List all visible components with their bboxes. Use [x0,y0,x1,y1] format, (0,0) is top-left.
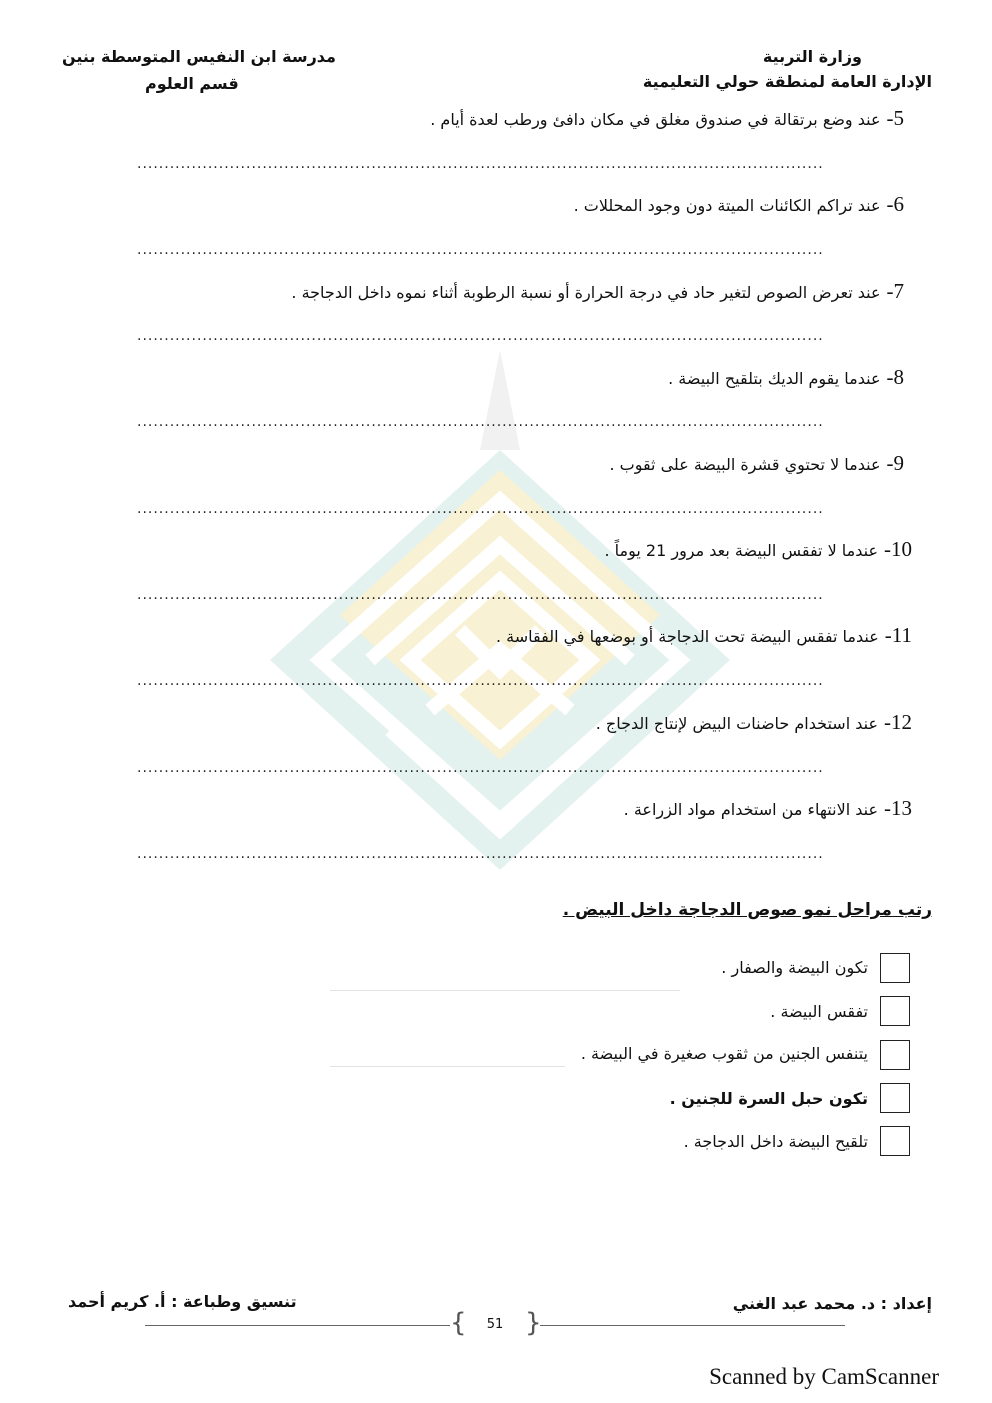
answer-line: .............................................................................................................................. [137,242,824,256]
answer-line: .............................................................................................................................. [137,156,824,170]
question-number: 7- [886,279,904,303]
school-name: مدرسة ابن النفيس المتوسطة بنين [62,47,336,66]
question-number: 13- [884,796,912,820]
question-7 [291,279,904,304]
question-8 [668,365,904,390]
question-text: عندما تفقس البيضة تحت الدجاجة أو بوضعها في الفقاسة . [495,627,879,646]
order-checkbox[interactable] [880,1126,910,1156]
question-10 [604,537,912,562]
question-number: 6- [886,192,904,216]
department-name: قسم العلوم [145,74,239,93]
answer-line: .............................................................................................................................. [137,846,824,860]
directorate-name: الإدارة العامة لمنطقة حولي التعليمية [642,72,932,91]
question-11 [496,623,912,648]
question-number: 10- [884,537,912,561]
question-number: 12- [884,710,912,734]
question-text: عندما لا تفقس البيضة بعد مرور 21 يوماً . [604,541,878,560]
prepared-by: إعداد : د. محمد عبد الغني [732,1294,932,1313]
answer-line: .............................................................................................................................. [137,414,824,428]
page-number-bracket-right: } [525,1308,542,1338]
question-number: 8- [886,365,904,389]
order-checkbox[interactable] [880,996,910,1026]
question-number: 5- [886,106,904,130]
question-number: 11- [884,623,912,647]
order-checkbox[interactable] [880,953,910,983]
faint-line [330,1066,565,1067]
order-item: تكون حبل السرة للجنين . [669,1089,868,1108]
question-text: عندما يقوم الديك بتلقيح البيضة . [668,369,881,388]
footer-rule-left [145,1325,450,1326]
scanner-watermark: Scanned by CamScanner [709,1364,939,1389]
answer-line: .............................................................................................................................. [137,328,824,342]
question-number: 9- [886,451,904,475]
order-item: تفقس البيضة . [770,1002,868,1021]
question-9 [609,451,904,476]
answer-line: .............................................................................................................................. [137,673,824,687]
answer-line: .............................................................................................................................. [137,587,824,601]
order-item: تكون البيضة والصفار . [721,958,868,977]
question-text: عند تراكم الكائنات الميتة دون وجود المحللات . [573,196,881,215]
order-item: يتنفس الجنين من ثقوب صغيرة في البيضة . [580,1044,868,1063]
question-13 [624,796,912,821]
question-12 [596,710,912,735]
question-5 [430,106,904,131]
coordination-credit: تنسيق وطباعة : أ. كريم أحمد [68,1292,297,1311]
ministry-name: وزارة التربية [762,47,862,66]
ordering-title: رتب مراحل نمو صوص الدجاجة داخل البيض . [562,900,932,920]
question-6 [574,192,904,217]
answer-line: .............................................................................................................................. [137,501,824,515]
order-checkbox[interactable] [880,1040,910,1070]
question-text: عند تعرض الصوص لتغير حاد في درجة الحرارة أو نسبة الرطوبة أثناء نموه داخل الدجاجة . [291,283,881,302]
page-number: 51 [486,1317,504,1332]
question-text: عند الانتهاء من استخدام مواد الزراعة . [623,800,878,819]
question-text: عند وضع برتقالة في صندوق مغلق في مكان دافئ ورطب لعدة أيام . [430,110,881,129]
page-number-bracket-left: { [450,1308,467,1338]
answer-line: .............................................................................................................................. [137,760,824,774]
question-text: عندما لا تحتوي قشرة البيضة على ثقوب . [609,455,881,474]
order-checkbox[interactable] [880,1083,910,1113]
faint-line [330,990,680,991]
question-text: عند استخدام حاضنات البيض لإنتاج الدجاج . [595,714,878,733]
order-item: تلقيح البيضة داخل الدجاجة . [683,1132,868,1151]
footer-rule-right [540,1325,845,1326]
